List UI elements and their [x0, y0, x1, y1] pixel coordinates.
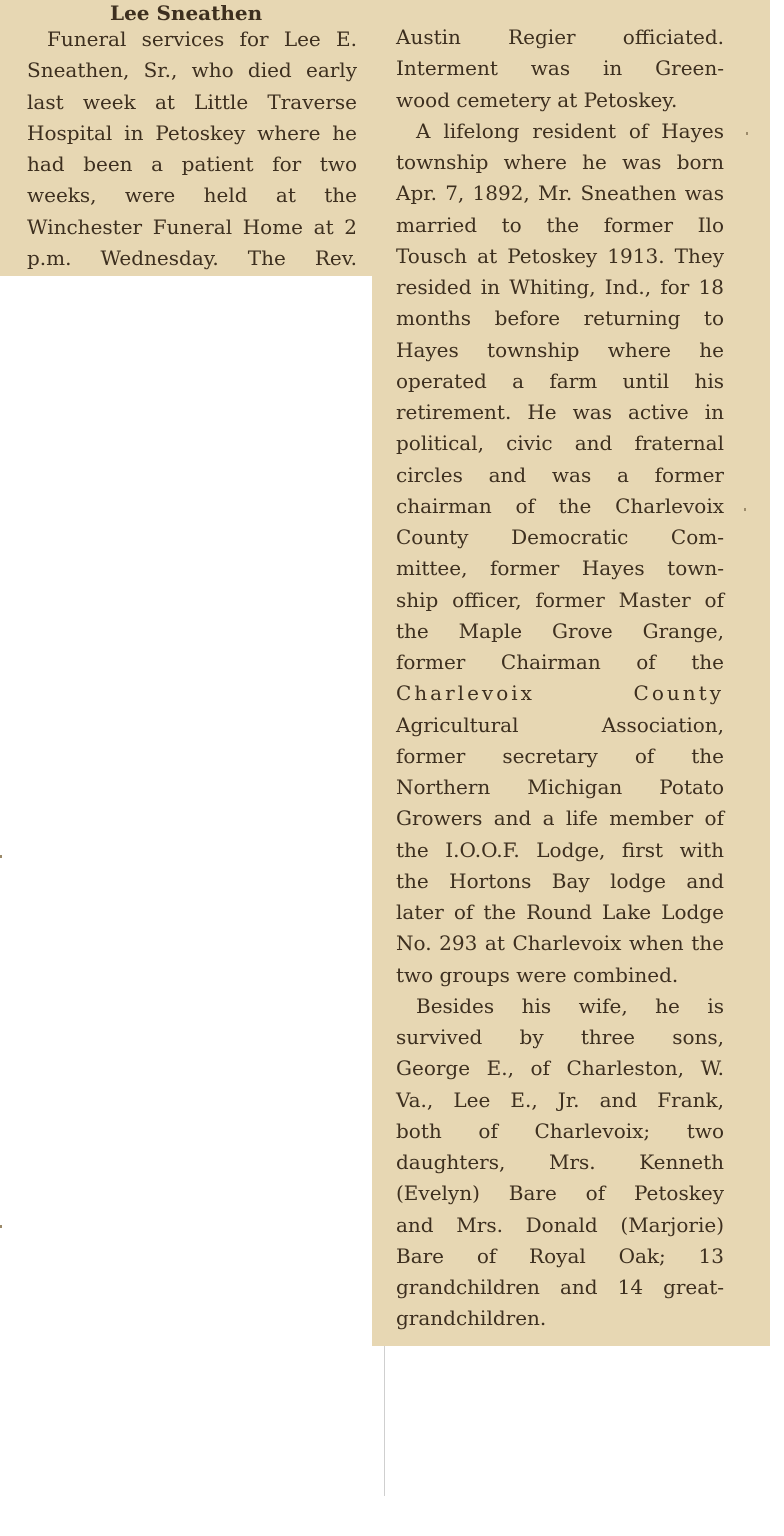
- text-line: both of Charlevoix; two: [396, 1118, 724, 1143]
- scan-speck: [744, 508, 746, 511]
- text-line: political, civic and fraternal: [396, 431, 724, 456]
- text-line: operated a farm until his: [396, 368, 724, 393]
- text-line: Sneathen, Sr., who died early: [27, 58, 357, 83]
- column-2-text: [396, 22, 724, 1335]
- text-line: the Hortons Bay lodge and: [396, 868, 724, 893]
- text-line: No. 293 at Charlevoix when the: [396, 931, 724, 956]
- text-line: Charlevoix County: [396, 681, 724, 706]
- scan-speck: [0, 855, 2, 858]
- text-line: resided in Whiting, Ind., for 18: [396, 275, 724, 299]
- text-line: George E., of Charleston, W.: [396, 1056, 724, 1081]
- text-line: chairman of the Charlevoix: [396, 493, 724, 518]
- text-line: later of the Round Lake Lodge: [396, 900, 724, 924]
- text-line: Austin Regier officiated.: [396, 25, 724, 49]
- text-line: former secretary of the: [396, 743, 724, 768]
- text-line: mittee, former Hayes town-: [396, 556, 724, 581]
- text-line: the I.O.O.F. Lodge, first with: [396, 837, 724, 862]
- text-line: County Democratic Com-: [396, 525, 724, 549]
- text-line: married to the former Ilo: [396, 212, 724, 237]
- text-line: Hayes township where he: [396, 337, 724, 362]
- scan-edge-line: [384, 1346, 385, 1496]
- text-line: Va., Lee E., Jr. and Frank,: [396, 1087, 724, 1112]
- text-line: Tousch at Petoskey 1913. They: [396, 243, 724, 268]
- text-line: grandchildren and 14 great-: [396, 1275, 724, 1299]
- text-line: last week at Little Traverse: [27, 89, 357, 114]
- text-line: months before returning to: [396, 306, 724, 331]
- text-line: daughters, Mrs. Kenneth: [396, 1150, 724, 1174]
- text-line: the Maple Grove Grange,: [396, 618, 724, 643]
- text-line: Growers and a life member of: [396, 806, 724, 831]
- text-line: A lifelong resident of Hayes: [416, 118, 724, 143]
- text-line: had been a patient for two: [27, 152, 357, 176]
- text-line: p.m. Wednesday. The Rev.: [27, 245, 357, 270]
- text-line: (Evelyn) Bare of Petoskey: [396, 1181, 724, 1206]
- text-line: retirement. He was active in: [396, 400, 724, 424]
- text-line: ship officer, former Master of: [396, 587, 724, 612]
- scan-speck: [746, 132, 748, 135]
- text-line: Funeral services for Lee E.: [47, 27, 357, 51]
- text-line: Bare of Royal Oak; 13: [396, 1243, 724, 1268]
- text-line: Agricultural Association,: [396, 712, 724, 737]
- text-line: wood cemetery at Petoskey.: [396, 87, 678, 112]
- column-1-text: [27, 24, 357, 274]
- text-line: Interment was in Green-: [396, 56, 724, 81]
- text-line: two groups were combined.: [396, 962, 679, 987]
- text-line: Hospital in Petoskey where he: [27, 120, 357, 145]
- text-line: survived by three sons,: [396, 1025, 724, 1049]
- text-line: weeks, were held at the: [27, 183, 357, 208]
- obituary-headline: Lee Sneathen: [110, 1, 263, 25]
- text-line: and Mrs. Donald (Marjorie): [396, 1212, 724, 1237]
- text-line: township where he was born: [396, 150, 724, 174]
- text-line: circles and was a former: [396, 462, 724, 487]
- text-line: Northern Michigan Potato: [396, 775, 724, 799]
- text-line: Besides his wife, he is: [416, 993, 724, 1018]
- text-line: grandchildren.: [396, 1306, 547, 1331]
- text-line: former Chairman of the: [396, 650, 724, 674]
- text-line: Apr. 7, 1892, Mr. Sneathen was: [396, 181, 724, 206]
- scan-speck: [0, 1225, 2, 1228]
- text-line: Winchester Funeral Home at 2: [27, 214, 357, 239]
